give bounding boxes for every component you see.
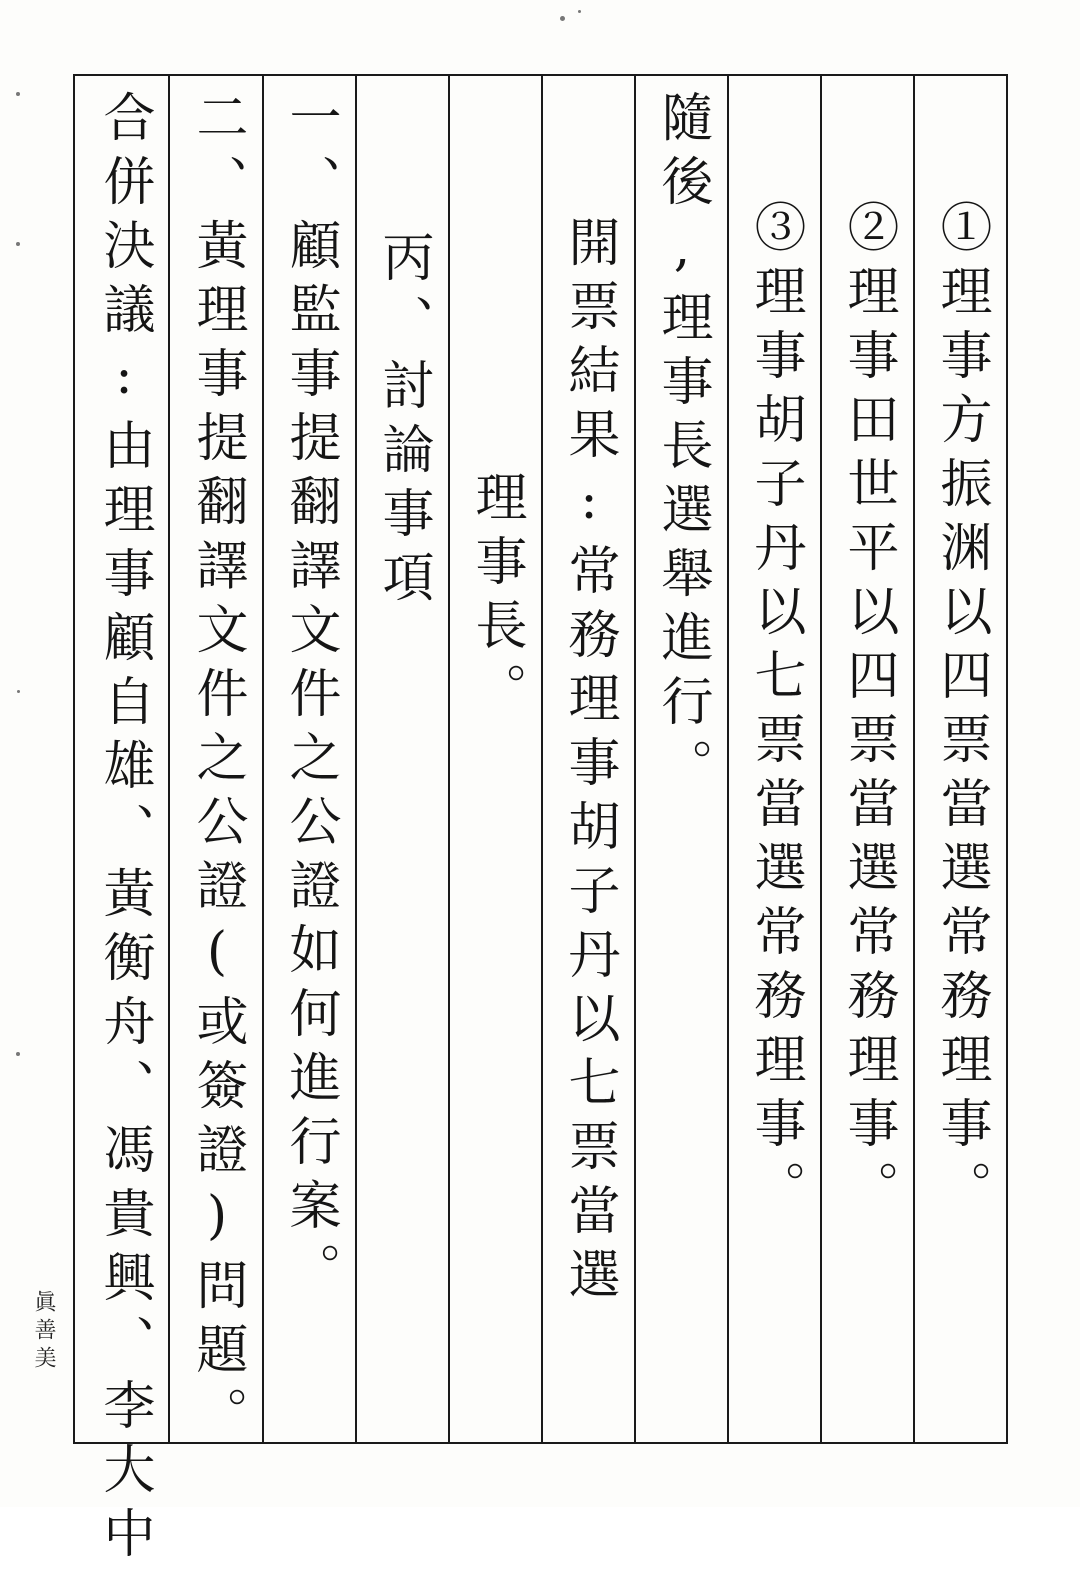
column-rule (168, 74, 170, 1444)
column-rule (448, 74, 450, 1444)
scan-speck (560, 16, 565, 21)
margin-stamp: 眞善美 (31, 1290, 56, 1374)
column-rule (355, 74, 357, 1444)
scan-speck (16, 1052, 20, 1056)
manuscript-line-1: ①理事方振渊以四票當選常務理事。 (931, 200, 991, 1224)
column-rule (262, 74, 264, 1444)
column-rule (820, 74, 822, 1444)
manuscript-line-6: 理事長。 (466, 470, 526, 726)
column-rule (634, 74, 636, 1444)
manuscript-line-8: 一、顧監事提翻譯文件之公證如何進行案。 (280, 90, 340, 1306)
scan-speck (578, 10, 581, 13)
column-rule (727, 74, 729, 1444)
column-rule (913, 74, 915, 1444)
manuscript-line-9: 二、黃理事提翻譯文件之公證(或簽證)問題。 (187, 90, 247, 1450)
manuscript-line-5: 開票結果:常務理事胡子丹以七票當選 (559, 215, 619, 1311)
column-rule (541, 74, 543, 1444)
section-heading: 丙、討論事項 (373, 230, 433, 614)
manuscript-line-10: 合併決議:由理事顧自雄、黃衡舟、馮貴興、李大中 (94, 90, 154, 1570)
scan-speck (16, 92, 20, 96)
manuscript-line-3: ③理事胡子丹以七票當選常務理事。 (745, 200, 805, 1224)
scan-speck (17, 690, 20, 693)
manuscript-line-2: ②理事田世平以四票當選常務理事。 (838, 200, 898, 1224)
scan-speck (16, 242, 20, 246)
manuscript-line-4: 隨後,理事長選舉進行。 (652, 90, 712, 802)
